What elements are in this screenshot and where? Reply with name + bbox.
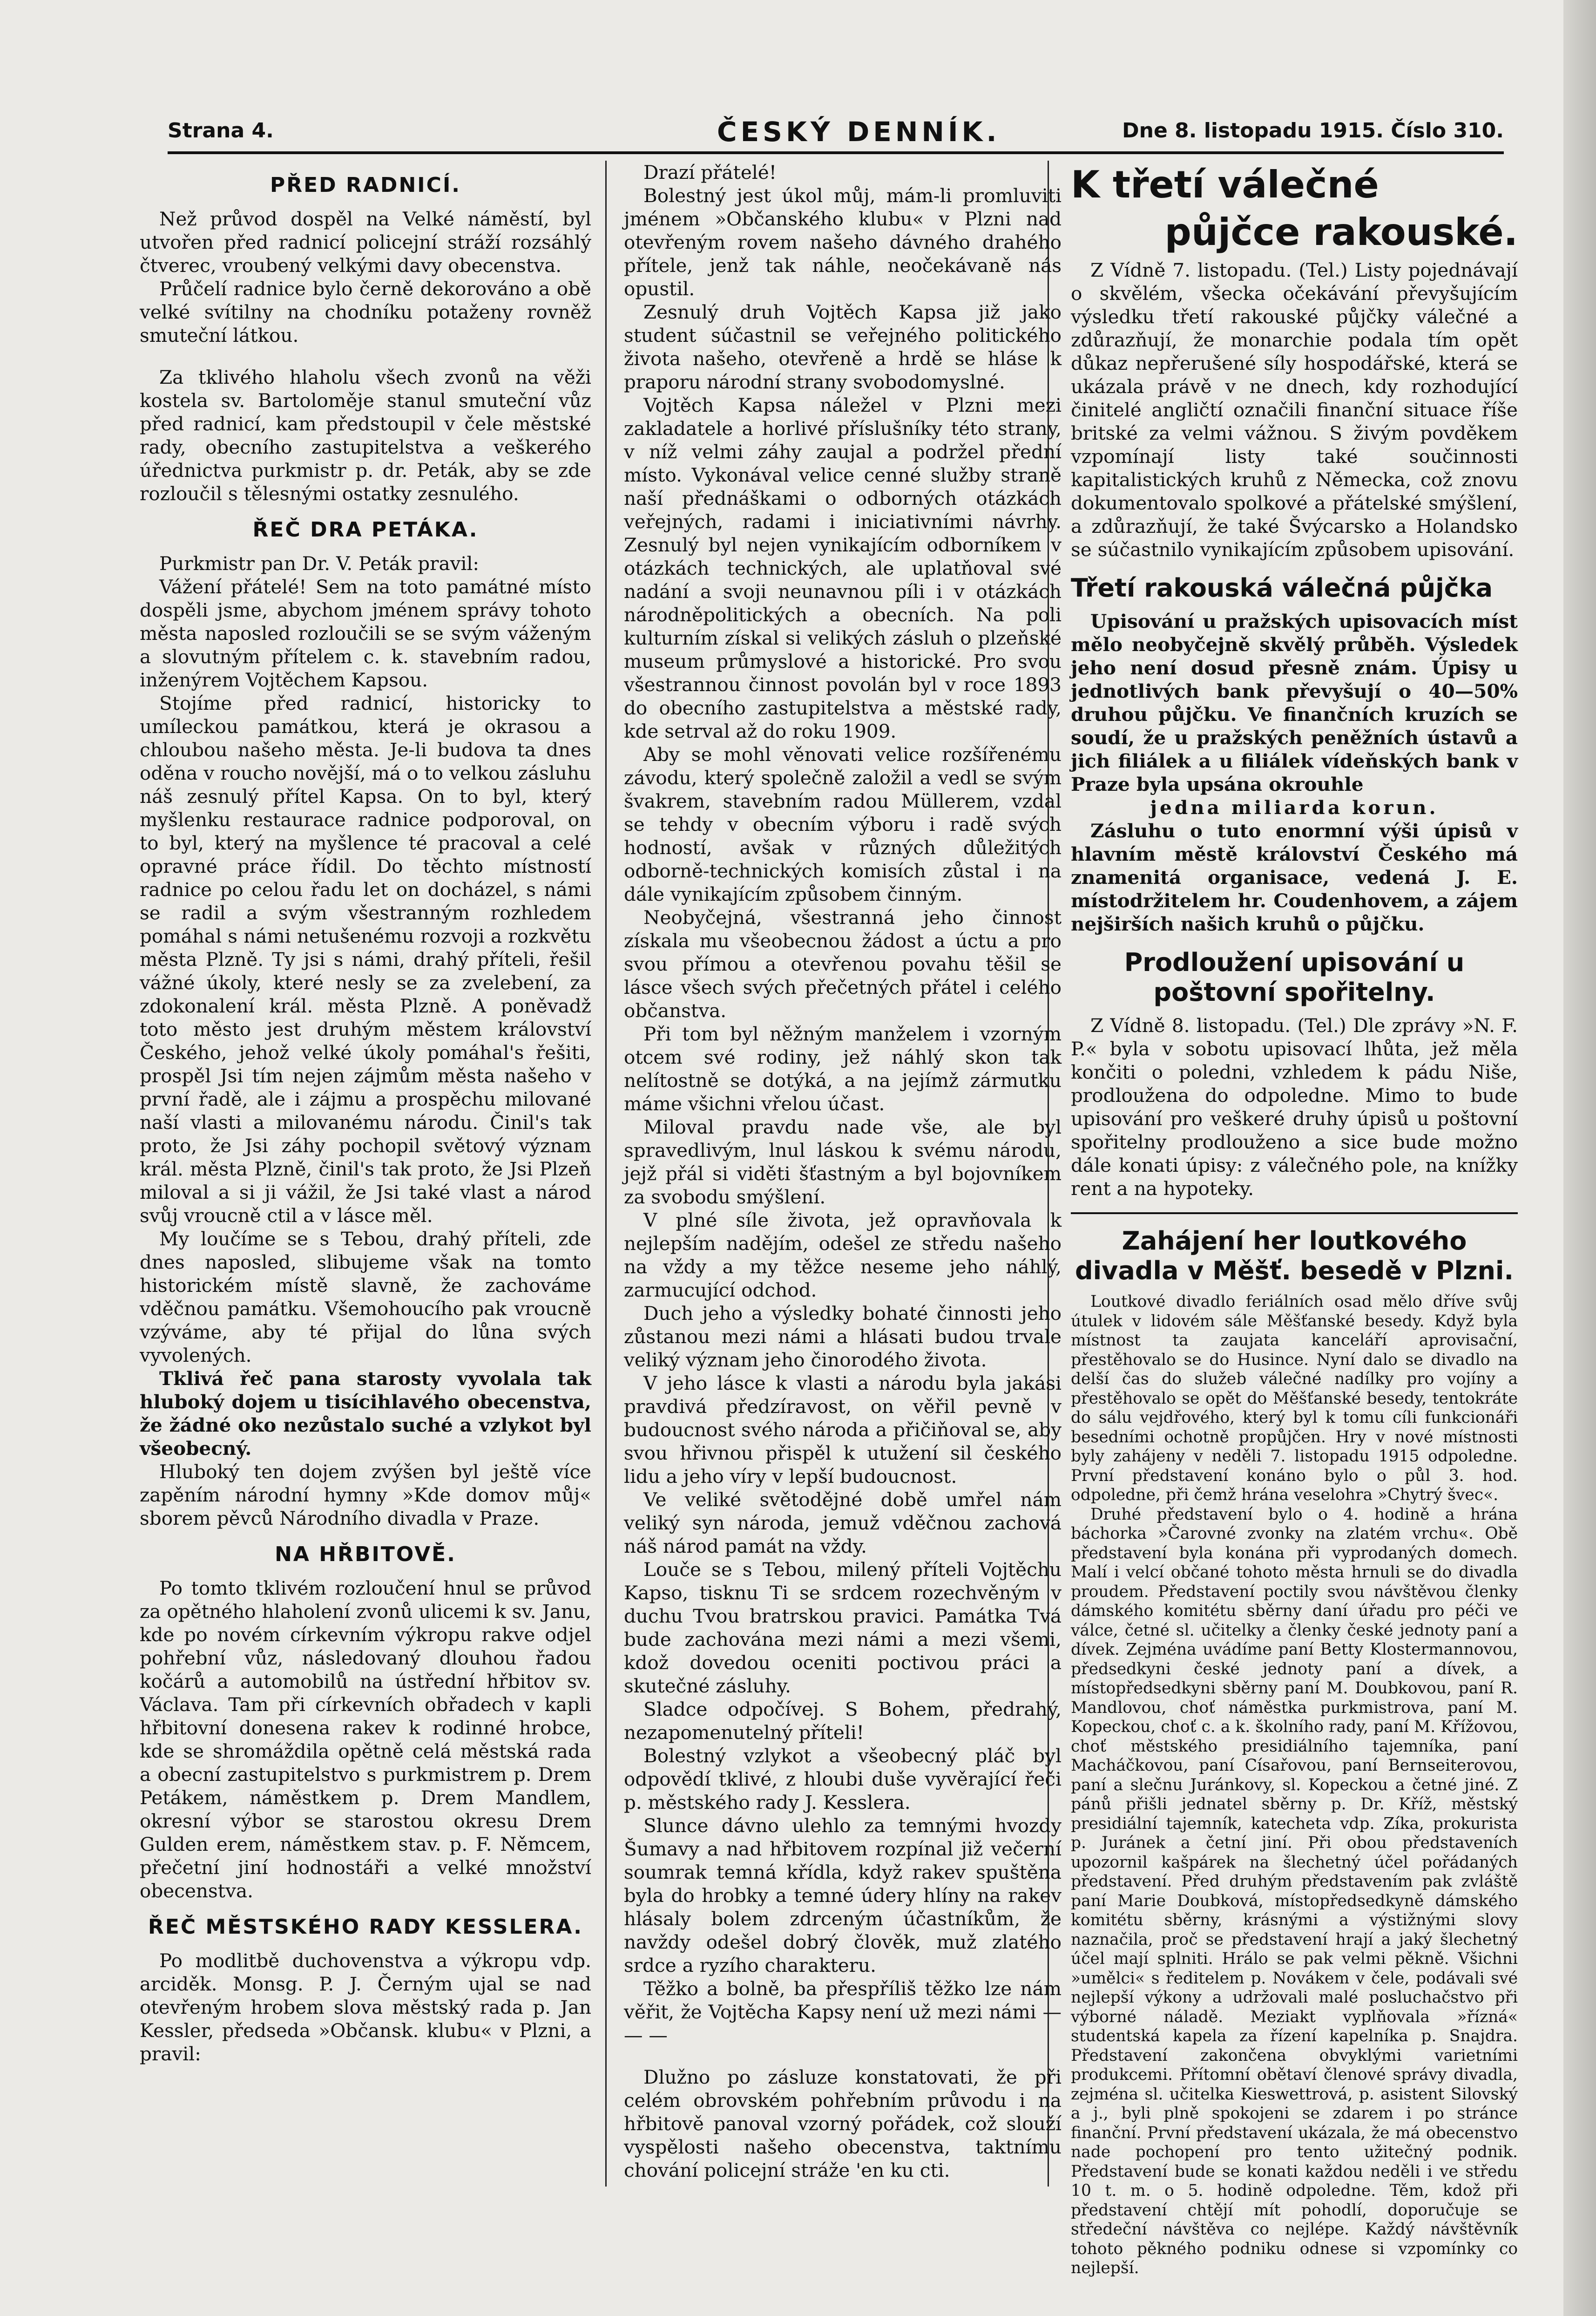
section-heading: ŘEČ DRA PETÁKA. <box>252 518 479 542</box>
page-header <box>168 116 1504 154</box>
paragraph: Duch jeho a výsledky bohaté činnosti jeho zůstanou mezi námi a hlásati budou trvale veliký význam jeho činorodého života. <box>624 1302 1062 1371</box>
paragraph: Než průvod dospěl na Velké náměstí, byl utvořen před radnicí policejní stráží rozsáhlý čtverec, vroubený velkými davy obecenstva. <box>140 208 591 277</box>
headline: Prodloužení upisování u poštovní spořitelny. <box>1124 948 1465 1007</box>
column-2 <box>624 161 1062 2186</box>
article-separator <box>1071 1212 1518 1214</box>
paragraph: Zesnulý druh Vojtěch Kapsa již jako student súčastnil se veřejného politického života našeho, otevřeně a hrdě se hlásе k praporu národní strany svobodomyslné. <box>624 301 1062 393</box>
paragraph: Louče se s Tebou, milený příteli Vojtěchu Kapso, tisknu Ti se srdcem rozechvěným v duchu Tvou bratrskou pravici. Památka Tvá bude zachována mezi námi a mezi všemi, kdož dovedou oceniti poctivou práci a skutečné zásluhy. <box>624 1558 1062 1697</box>
paragraph: Z Vídně 8. listopadu. (Tel.) Dle zprávy »N. F. P.« byla v sobotu upisovací lhůta, jež měla končiti o poledni, vzhledem k pádu Niše, prodloužena do odpoledne. Mimo to bude upisování pro veškeré druhy úpisů u poštovní spořitelny prodlouženo a sice bude možno dále konati úpisy: z válečného pole, na knížky rent a na hypoteky. <box>1071 1014 1518 1200</box>
section-heading: PŘED RADNICÍ. <box>270 173 461 197</box>
paragraph: Z Vídně 7. listopadu. (Tel.) Listy pojednávají o skvělém, všecka očekávání převyšujícím výsledku třetí rakouské půjčky válečné a zdůrazňují, že monarchie podala tím opět důkaz nepřerušené síly hospodářské, která se ukázala právě v ne dnech, kdy rozhodující činitelé angličtí označili finanční situace říše britské za velmi vážnou. S živým povděkem vzpomínají listy také součinnosti kapitalistických kruhů z Německa, což znovu dokumentovalo spolkové a přátelské smýšlení, a zdůrazňují, že také Švýcarsko a Holandsko se súčastnilo vynikajícím způsobem upisování. <box>1071 259 1518 561</box>
paragraph: Purkmistr pan Dr. V. Peták pravil: <box>159 552 480 575</box>
paragraph: Aby se mohl věnovati velice rozšířenému závodu, který společně založil a vedl se svým švakrem, stavebním radou Müllerem, vzdal se tehdy v obecním výboru i radě svých hodností, avšak v různých důležitých odborně-technických komisích zůstal i na dále vynikajícím způsobem činným. <box>624 743 1062 905</box>
column-3 <box>1071 161 1518 2277</box>
masthead: ČESKÝ DENNÍK. <box>717 116 1001 148</box>
paragraph: Dlužno po zásluze konstatovati, že při celém obrovském pohřebním průvodu i na hřbitově panoval vzorný pořádek, což slouží vyspělosti našeho obecenstva, taktnímu chování policejní stráže 'en ku cti. <box>624 2066 1062 2181</box>
paragraph: Sladce odpočívej. S Bohem, předrahý, nezapomenutelný příteli! <box>624 1698 1062 1744</box>
section-heading: NA HŘBITOVĚ. <box>275 1542 456 1566</box>
page-number: Strana 4. <box>168 119 274 143</box>
paragraph: V plné síle života, jež opravňovala k nejlepším nadějím, odešel ze středu našeho na vždy a my těžce neseme jeho náhlý, zarmucující odchod. <box>624 1209 1062 1301</box>
paragraph: Vážení přátelé! Sem na toto památné místo dospěli jsme, abychom jménem správy tohoto města naposled rozloučili se se svým váženým a slovutným přítelem c. k. stavebním radou, inženýrem Vojtěchem Kapsou. <box>140 576 591 691</box>
paragraph: Loutkové divadlo feriálních osad mělo dříve svůj útulek v lidovém sále Měšťanské besedy. Když byla místnost ta zaujata kanceláří aprovisační, přestěhovalo se do Husince. Nyní dalo se divadlo na delší čas do služeb válečné nadílky pro vojíny a přestěhovalo se opět do Měšťanské besedy, tentokráte do sálu vejdřového, který byl k tomu cíli funkcionáři besedními ochotně propůjčen. Hry v nové místnosti byly zahájeny v neděli 7. listopadu 1915 odpoledne. První představení konáno bylo o půl 3. hod. odpoledne, při čemž hrána veselohra »Chytrý švec«. <box>1071 1292 1518 1504</box>
paragraph: Po modlitbě duchovenstva a výkropu vdp. arciděk. Monsg. P. J. Černým ujal se nad otevřeným hrobem slova městský rada p. Jan Kessler, předseda »Občansk. klubu« v Plzni, a pravil: <box>140 1949 591 2065</box>
headline: K třetí válečné <box>1071 163 1379 206</box>
headline: Zahájení her loutkového divadla v Měšť. besedě v Plzni. <box>1075 1226 1514 1285</box>
paragraph: Slunce dávno ulehlo za temnými hvozdy Šumavy a nad hřbitovem rozpínal již večerní soumrak temná křídla, když rakev spuštěna byla do hrobky a temné údery hlíny na rakev hlásaly bolem zdrceným účastníkům, že navždy odešel dobrý člověk, muž zlatého srdce a ryzího charakteru. <box>624 1814 1062 1976</box>
column-1 <box>140 161 591 2186</box>
paragraph: Při tom byl něžným manželem i vzorným otcem své rodiny, jež náhlý skon tak nelítostně se dotýká, a na jejímž zármutku máme všichni vřelou účast. <box>624 1023 1062 1115</box>
paragraph: Miloval pravdu nade vše, ale byl spravedlivým, lnul láskou k svému národu, jejž přál si viděti šťastným a byl bojovníkem za svobodu smýšlení. <box>624 1116 1062 1208</box>
paragraph: Upisování u pražských upisovacích míst mělo neobyčejně skvělý průběh. Výsledek jeho není dosud přesně znám. Úpisy u jednotlivých bank převyšují o 40—50% druhou půjčku. Ve finančních kruzích se soudí, že u pražských peněžních ústavů a jich filiálek a u filiálek vídeňských bank v Praze byla upsána okrouhle <box>1071 610 1518 795</box>
paragraph: Bolestný vzlykot a všeobecný pláč byl odpovědí tklivé, z hloubi duše vyvěrající řeči p. městského rady J. Kesslera. <box>624 1745 1062 1813</box>
paragraph: Vojtěch Kapsa náležel v Plzni mezi zakladatele a horlivé příslušníky této strany, v níž velmi záhy zaujal a podržel přední místo. Vykonával velice cenné služby straně naší přednáškami o odborných otázkách veřejných, radami i iniciativními návrhy. Zesnulý byl nejen vynikajícím odborníkem v otázkách technických, ale uplatňoval své nadání a svoji neunavnou píli i v otázkách národněpolitických a obecních. Na poli kulturním získal si velikých zásluh o plzeňské museum průmyslové a historické. Pro svou všestrannou činnost povolán byl v roce 1893 do obecního zastupitelstva a městské rady, kde setrval až do roku 1909. <box>624 394 1062 742</box>
paragraph: Stojíme před radnicí, historicky to umíleckou památkou, která je okrasou a chloubou našeho města. Je-li budova ta dnes oděna v roucho novější, má o to velkou zásluhu náš zesnulý přítel Kapsa. On to byl, který myšlenku restaurace radnice podporoval, on to byl, který na myšlence té pracoval a celé opravné práce řídil. Do těchto místností radnice po celou řadu let on docházel, s námi se radil a svým všestranným rozhledem pomáhal s námi netušenému rozvoji a rozkvětu města Plzně. Ty jsi s námi, drahý příteli, řešil vážné úkoly, které nesly se za zvelebení, za zdokonalení král. města Plzně. A poněvadž toto město jest druhým městem království Českého, jehož velké úkoly pomáhal's řešiti, prospěl Jsi tím nejen zájmům města našeho v první řadě, ale i zájmu a prospěchu milované naší vlasti a milovanému národu. Činil's tak proto, že Jsi záhy pochopil světový význam král. města Plzně, činil's tak proto, že Jsi Plzeň miloval a si ji vážil, že Jsi také vlast a národ svůj vroucně ctil a v lásce měl. <box>140 692 591 1227</box>
paragraph: jedna miliarda korun. <box>1150 796 1439 819</box>
paragraph: Ve veliké světodějné době umřel nám veliký syn národa, jemuž vděčnou zachová náš národ památ na vždy. <box>624 1488 1062 1557</box>
paragraph: Po tomto tklivém rozloučení hnul se průvod za opětného hlaholení zvonů ulicemi k sv. Janu, kde po novém církevním výkropu rakve odjel pohřební vůz, následovaný dlouhou řadou kočárů a automobilů na ústřední hřbitov sv. Václava. Tam při církevních obřadech v kapli hřbitovní donesena rakev k rodinné hrobce, kde se shromáždila opětně celá městská rada a obecní zastupitelstvo s purkmistrem p. Drem Petákem, náměstkem p. Drem Mandlem, okresní výbor se starostou okresu Drem Gulden erem, náměstkem stav. p. F. Němcem, přečetní jiní hodnostáři a velké množství obecenstva. <box>140 1577 591 1902</box>
headline: půjčce rakouské. <box>1164 211 1518 254</box>
page-edge-shadow <box>1563 0 1596 2316</box>
paragraph: Tklivá řeč pana starosty vyvolala tak hluboký dojem u tisícihlavého obecenstva, že žádné oko nezůstalo suché a vzlykot byl všeobecný. <box>140 1367 591 1460</box>
paragraph: Průčelí radnice bylo černě dekorováno a obě velké svítilny na chodníku potaženy rovněž smuteční látkou. <box>140 278 591 346</box>
paragraph: V jeho lásce k vlasti a národu byla jakási pravdivá předzíravost, on věřil pevně v budoucnost svého národa a přičiňoval se, aby svou hřivnou přispěl k utužení sil českého lidu a jeho víry v lepší budoucnost. <box>624 1372 1062 1487</box>
paragraph: Neobyčejná, všestranná jeho činnost získala mu všeobecnou žádost a úctu a pro svou přímou a otevřenou povahu těšil se lásce všech svých přečetných přátel i celého občanstva. <box>624 906 1062 1022</box>
paragraph: Hluboký ten dojem zvýšen byl ještě více zapěním národní hymny »Kde domov můj« sborem pěvců Národního divadla v Praze. <box>140 1460 591 1529</box>
paragraph: Za tklivého hlaholu všech zvonů na věži kostela sv. Bartoloměje stanul smuteční vůz před radnicí, kam předstoupil v čele městské rady, obecního zastupitelstva a veškerého úřednictva purkmistr p. dr. Peták, aby se zde rozloučil s tělesnými ostatky zesnulého. <box>140 366 591 505</box>
paragraph: My loučíme se s Tebou, drahý příteli, zde dnes naposled, slibujeme však na tomto historickém místě slavně, že zachováme vděčnou památku. Všemohoucího pak vroucně vzýváme, aby té přijal do lůna svých vyvolených. <box>140 1228 591 1366</box>
section-heading: ŘEČ MĚSTSKÉHO RADY KESSLERA. <box>148 1915 583 1939</box>
paragraph: Zásluhu o tuto enormní výši úpisů v hlavním městě království Českého má znamenitá organisace, vedená J. E. místodržitelem hr. Coudenhovem, a zájem nejširších našich kruhů o půjčku. <box>1071 820 1518 935</box>
paragraph: Těžko a bolně, ba přespříliš těžko lze nám věřit, že Vojtěcha Kapsy není už mezi námi — — — <box>624 1977 1062 2046</box>
headline: Třetí rakouská válečná půjčka <box>1071 573 1493 603</box>
column-rule <box>605 161 607 2187</box>
paragraph: Druhé představení bylo o 4. hodině a hrána báchorka »Čarovné zvonky na zlatém vrchu«. Obě představení byla konána při vyprodaných domech. Malí i velcí občané tohoto města hrnuli se do divadla proudem. Představení poctily svou návštěvou členky dámského komitétu sběrny daní úřadu pro péči ve válce, četné sl. učitelky a členky české jednoty paní a dívek. Zejména uvádíme paní Betty Klostermannovou, předsedkyni české jednoty paní a dívek, a místopředsedkyni sběrny paní M. Doubkovou, paní R. Mandlovou, choť náměstka purkmistrova, paní M. Kopeckou, choť c. a k. školního rady, paní M. Křížovou, choť městského presidiálního tajemníka, paní Macháčkovou, paní Císařovou, paní Bernseiterovou, paní a slečnu Juránkovy, sl. Kopeckou a četné jiné. Z pánů přišli jednatel sběrny p. Dr. Kříž, městský presidiální tajemník, katecheta vdp. Zíka, prokurista p. Juránek a četní jiní. Při obou představeních upozornil kašpárek na šlechetný účel pořádaných představení. Před druhým představením pak zvláště paní Marie Doubková, místopředsedkyně dámského komitétu sběrny, krásnými a výstižnými slovy naznačila, proč se představení hrají a jaký šlechetný účel mají splniti. Hrálo se pak velmi pěkně. Všichni »umělci« s ředitelem p. Novákem v čele, podávali své nejlepší výkony a udržovali malé posluchačstvo při výborné náladě. Meziakt vyplňovala »řízná« studentská kapela za řízení kapelníka p. Snajdra. Představení zakončena obvyklými varietními produkcemi. Přítomní obětaví členové správy divadla, zejména sl. učitelka Kieswettrová, p. asistent Silovský a j., byli plně spokojeni se zdarem i po stránce finanční. První představení ukázala, že má obecenstvo nade pochopení pro tento užitečný podnik. Představení bude se konati každou neděli i ve středu 10 t. m. o 5. hodině odpoledne. Těm, kdož při představení chtějí mít pohodlí, doporučuje se středeční návštěva co nejlépe. Každý návštěvník tohoto pěkného podniku odnese si vzpomínky co nejlepší. <box>1071 1505 1518 2277</box>
issue-dateline: Dne 8. listopadu 1915. Číslo 310. <box>1122 119 1504 143</box>
paragraph: Drazí přátelé! <box>643 161 777 183</box>
paragraph: Bolestný jest úkol můj, mám-li promluviti jménem »Občanského klubu« v Plzni nad otevřeným rovem našeho dávného drahého přítele, jenž tak náhle, neočekávaně nás opustil. <box>624 184 1062 300</box>
